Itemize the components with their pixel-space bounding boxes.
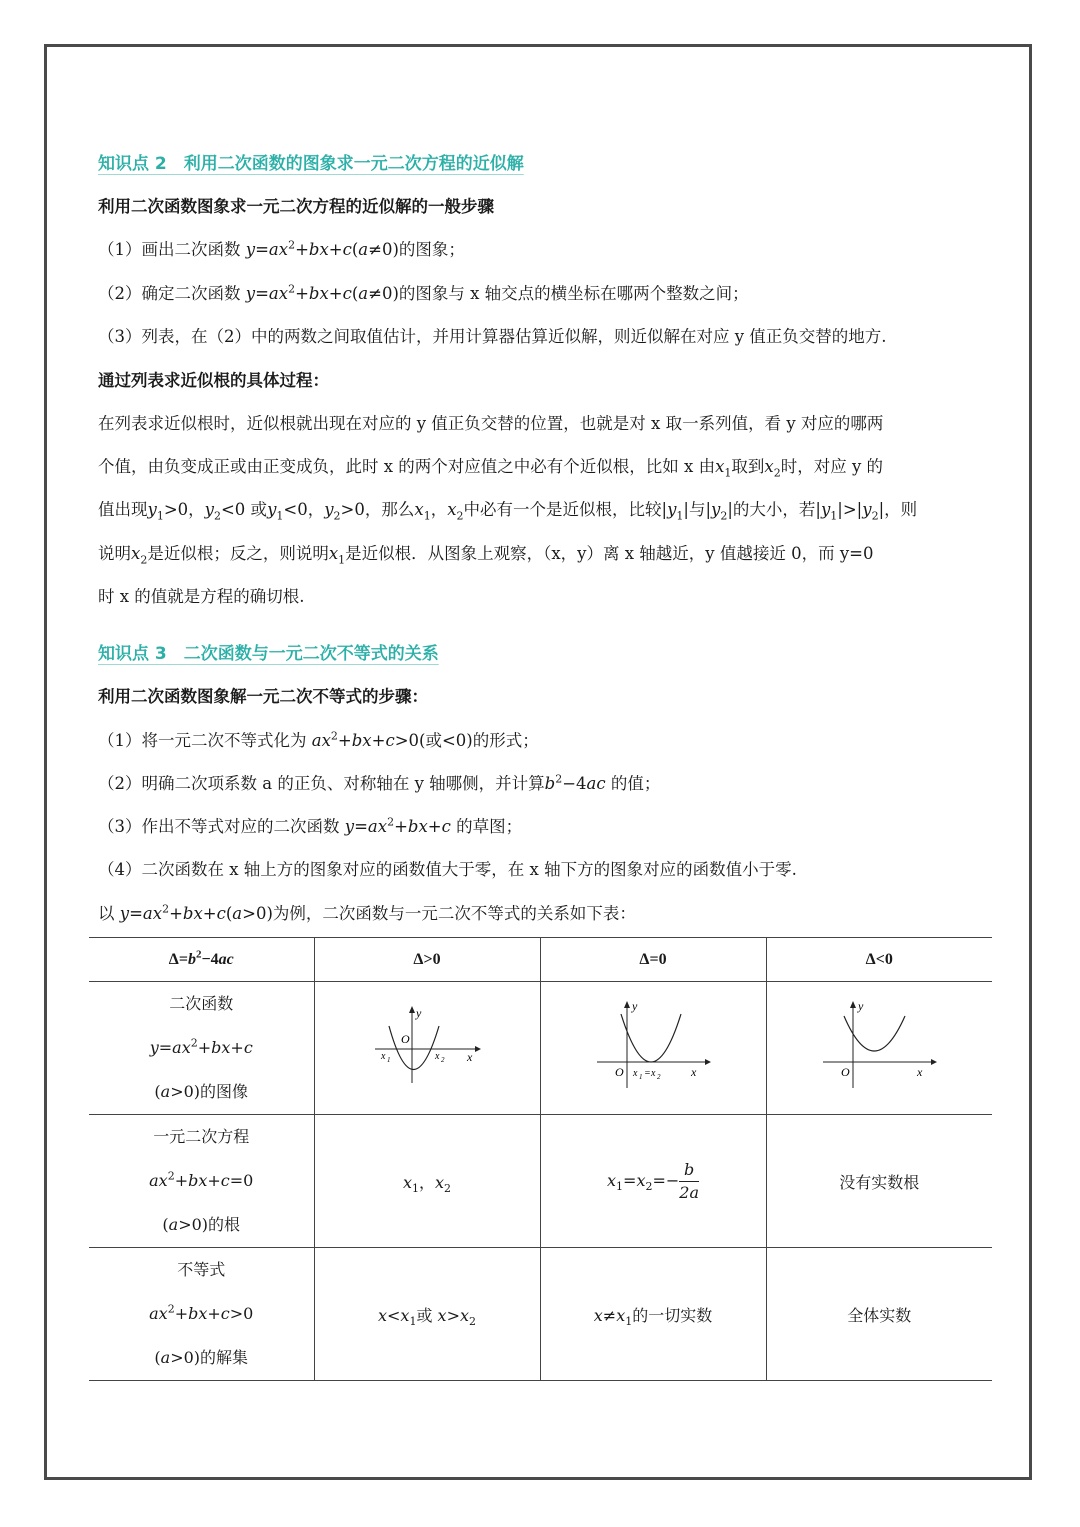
section3-step2: （2）明确二次项系数 a 的正负、对称轴在 y 轴哪侧，并计算$b^2-4ac$ 的值； <box>98 772 661 793</box>
svg-text:2: 2 <box>441 1056 445 1064</box>
section-heading-2: 知识点 2 利用二次函数的图象求一元二次方程的近似解 <box>98 154 524 174</box>
graph-delta-zero <box>540 982 766 1115</box>
roots-two: $x_1$，$x_2$ <box>314 1115 540 1248</box>
section2-subtitle: 利用二次函数图象求一元二次方程的近似解的一般步骤 <box>98 197 494 216</box>
parabola-two-roots-graph <box>367 1001 487 1091</box>
svg-text:1: 1 <box>639 1073 643 1081</box>
roots-none: 没有实数根 <box>839 1172 920 1192</box>
roots-double: $x_1=x_2=-$ $\frac{b}{2a}$ <box>540 1115 766 1248</box>
section2-step2: （2）确定二次函数 $y=ax^2+bx+c(a\ne 0)$的图象与 x 轴交点的横坐标在哪两个整数之间； <box>98 282 749 303</box>
svg-text:x: x <box>917 1065 923 1079</box>
section3-step3: （3）作出不等式对应的二次函数 $y=ax^2+bx+c$ 的草图； <box>98 815 523 836</box>
header-delta-zero: Δ=0 <box>540 938 766 982</box>
svg-text:x: x <box>651 1068 656 1079</box>
section-heading-3: 知识点 3 二次函数与一元二次不等式的关系 <box>98 644 439 664</box>
svg-text:1: 1 <box>387 1056 391 1064</box>
header-delta-positive: Δ>0 <box>314 938 540 982</box>
solution-no-root: 全体实数 <box>847 1305 912 1325</box>
section2-step3: （3）列表，在（2）中的两数之间取值估计，并用计算器估算近似解，则近似解在对应 y 值正负交替的地方. <box>98 327 887 346</box>
svg-text:O: O <box>615 1065 624 1079</box>
row-label-roots: 一元二次方程 $ax^2+bx+c=0$ (a>0)的根 <box>89 1115 314 1248</box>
svg-text:y: y <box>416 1006 422 1020</box>
para-line-5: 时 x 的值就是方程的确切根. <box>98 587 305 606</box>
process-title: 通过列表求近似根的具体过程： <box>98 371 329 390</box>
svg-text:x: x <box>381 1051 386 1062</box>
svg-text:2: 2 <box>657 1073 661 1081</box>
section3-subtitle: 利用二次函数图象解一元二次不等式的步骤： <box>98 687 428 706</box>
parabola-no-root-graph <box>819 996 939 1096</box>
svg-text:x: x <box>467 1050 473 1064</box>
para-line-1: 在列表求近似根时，近似根就出现在对应的 y 值正负交替的位置，也就是对 x 取一系列值，看 y 对应的哪两 <box>98 414 884 433</box>
svg-text:x: x <box>435 1051 440 1062</box>
svg-text:=: = <box>644 1068 651 1079</box>
para-line-4: 说明$x_2$是近似根；反之，则说明$x_1$是近似根．从图象上观察，（x，y）离 x 轴越近，y 值越接近 0，而 y=0 <box>98 544 874 567</box>
svg-text:O: O <box>841 1065 850 1079</box>
svg-text:y: y <box>858 999 864 1013</box>
svg-text:y: y <box>632 999 638 1013</box>
row-label-solution-set: 不等式 $ax^2+bx+c>0$ (a>0)的解集 <box>89 1248 314 1381</box>
para-line-2: 个值，由负变成正或由正变成负，此时 x 的两个对应值之中必有个近似根，比如 x 由$x_1$取到$x_2$时，对应 y 的 <box>98 457 884 480</box>
svg-text:O: O <box>401 1032 410 1046</box>
relationship-table <box>89 937 992 1381</box>
section2-step1: （1）画出二次函数 $y=ax^2+bx+c(a\ne 0)$的图象； <box>98 238 465 259</box>
section3-step4: （4）二次函数在 x 轴上方的图象对应的函数值大于零，在 x 轴下方的图象对应的函数值小于零. <box>98 860 797 879</box>
svg-text:x: x <box>691 1065 697 1079</box>
section3-step1: （1）将一元二次不等式化为 $ax^2+bx+c>0$(或<0)的形式； <box>98 729 539 750</box>
header-delta-negative: Δ<0 <box>865 950 893 968</box>
minus-b-over-2a-fraction: $\frac{b}{2a}$ <box>679 1159 699 1202</box>
table-intro: 以 $y=ax^2+bx+c(a>0)$为例，二次函数与一元二次不等式的关系如下表： <box>98 902 636 923</box>
header-discriminant: $\Delta=b^2-4ac$ <box>89 938 314 982</box>
solution-two-roots: $x<x_1$或 $x>x_2$ <box>314 1248 540 1381</box>
svg-text:x: x <box>633 1068 638 1079</box>
graph-delta-negative <box>766 982 992 1115</box>
parabola-one-root-graph <box>593 996 713 1096</box>
row-label-graph: 二次函数 $y=ax^2+bx+c$ (a>0)的图像 <box>89 982 314 1115</box>
graph-delta-positive <box>314 982 540 1115</box>
solution-double-root: $x\ne x_1$的一切实数 <box>540 1248 766 1381</box>
para-line-3: 值出现$y_1>0$，$y_2<0$ 或$y_1<0$，$y_2>0$，那么$x_1$，$x_2$中必有一个是近似根，比较$|y_1|$与$|y_2|$的大小，若$|y_1|>|y_2|$，则 <box>98 500 918 523</box>
